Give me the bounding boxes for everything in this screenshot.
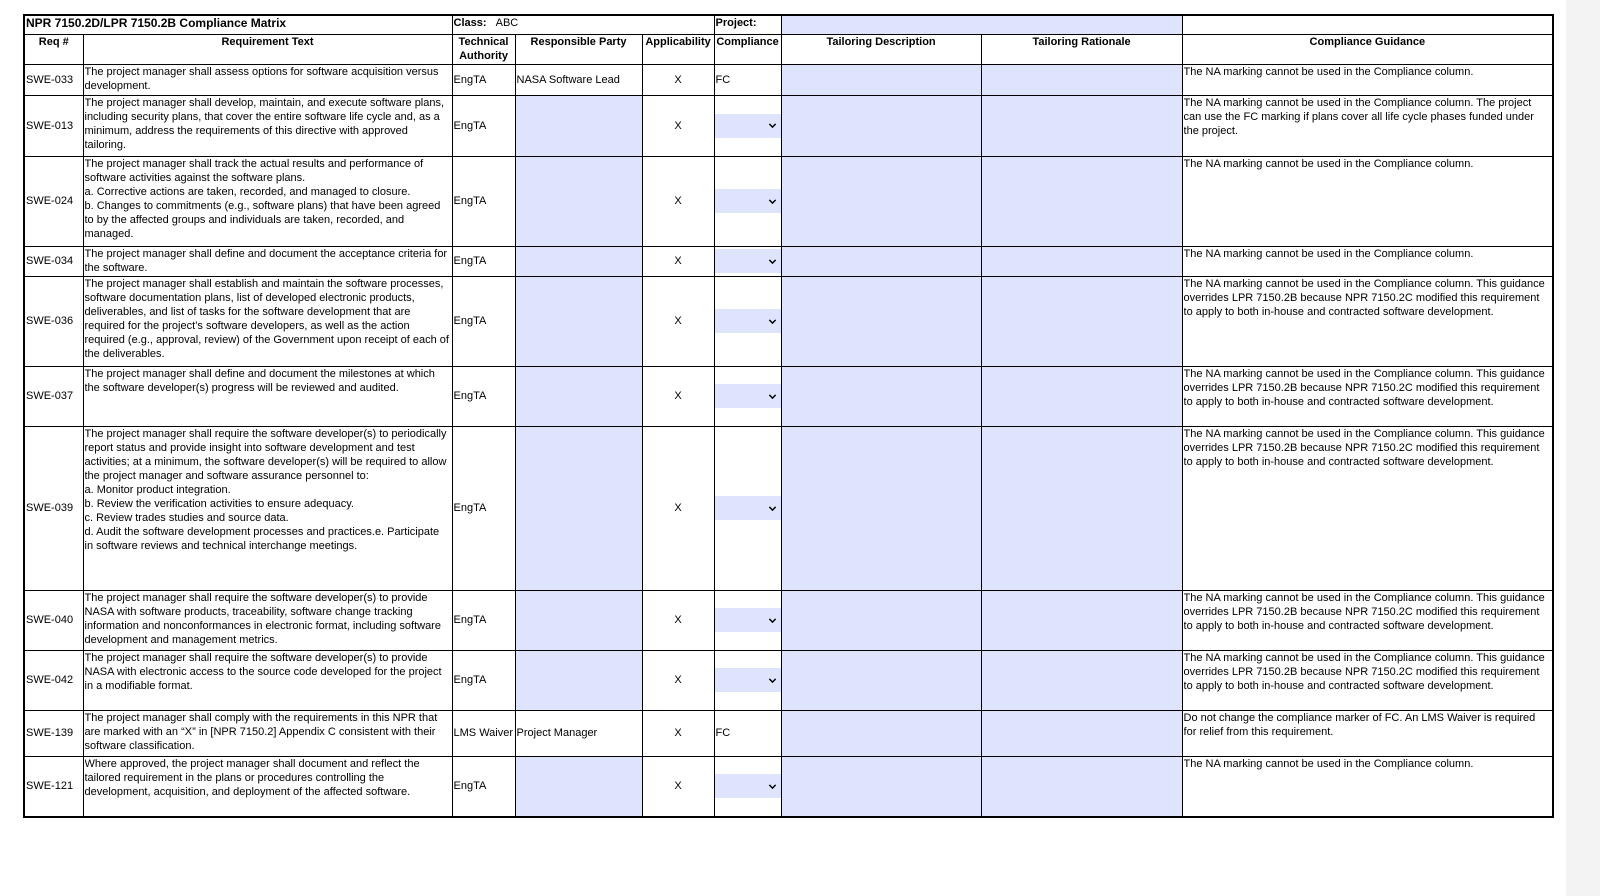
- header-responsible-party: Responsible Party: [515, 34, 642, 64]
- tailoring-description-input[interactable]: [781, 590, 981, 650]
- table-row: [24, 64, 1553, 95]
- requirement-text-content: Where approved, the project manager shall document and reflect the tailored requirement in the plans or procedures controlling the development, acquisition, and deployment of the affected software.: [84, 757, 420, 798]
- technical-authority: EngTA: [452, 95, 515, 156]
- req-id: SWE-139: [24, 710, 83, 756]
- table-row: [24, 650, 1553, 710]
- compliance-guidance-content: The NA marking cannot be used in the Compliance column. This guidance overrides LPR 7150.2B because NPR 7150.2C modified this requirement to apply to both in-house and contracted software development.: [1183, 277, 1545, 318]
- requirement-text-content: The project manager shall establish and maintain the software processes, software documentation plans, list of developed electronic products, deliverables, and list of tasks for the software development that are required for the project’s software developers, as well as the action required (e.g., approval, review) of the Government upon receipt of each of the deliverables.: [84, 277, 449, 360]
- technical-authority: EngTA: [452, 366, 515, 426]
- compliance-value: FC: [715, 73, 731, 86]
- technical-authority: EngTA: [452, 64, 515, 95]
- header-compliance-guidance: Compliance Guidance: [1182, 34, 1553, 64]
- technical-authority: EngTA: [452, 590, 515, 650]
- header-requirement-text: Requirement Text: [83, 34, 452, 64]
- compliance-guidance-content: The NA marking cannot be used in the Compliance column. This guidance overrides LPR 7150.2B because NPR 7150.2C modified this requirement to apply to both in-house and contracted software development.: [1183, 651, 1545, 692]
- responsible-party-input[interactable]: [515, 756, 642, 817]
- compliance-cell[interactable]: [714, 366, 781, 426]
- class-label: Class:: [453, 17, 487, 29]
- compliance-guidance: [1182, 156, 1553, 246]
- chevron-down-icon[interactable]: [768, 317, 777, 326]
- header-compliance: Compliance: [714, 34, 781, 64]
- applicability: X: [642, 590, 714, 650]
- req-id: SWE-039: [24, 426, 83, 590]
- requirement-text: [83, 710, 452, 756]
- compliance-guidance-content: The NA marking cannot be used in the Compliance column.: [1183, 757, 1474, 770]
- req-id: SWE-037: [24, 366, 83, 426]
- applicability: X: [642, 366, 714, 426]
- req-id: SWE-036: [24, 276, 83, 366]
- responsible-party-input[interactable]: [515, 366, 642, 426]
- req-id: SWE-034: [24, 246, 83, 276]
- req-id: SWE-121: [24, 756, 83, 817]
- compliance-guidance-content: The NA marking cannot be used in the Compliance column.: [1183, 65, 1474, 78]
- tailoring-description-input[interactable]: [781, 95, 981, 156]
- compliance-dropdown[interactable]: [715, 496, 781, 520]
- compliance-guidance: [1182, 64, 1553, 95]
- technical-authority: EngTA: [452, 156, 515, 246]
- technical-authority: EngTA: [452, 426, 515, 590]
- title-row-blank: [1182, 15, 1553, 34]
- table-row: [24, 276, 1553, 366]
- requirement-text: [83, 650, 452, 710]
- req-id: SWE-024: [24, 156, 83, 246]
- compliance-cell[interactable]: [714, 426, 781, 590]
- tailoring-description-input[interactable]: [781, 64, 981, 95]
- requirement-text-content: The project manager shall assess options for software acquisition versus development.: [84, 65, 439, 92]
- technical-authority: EngTA: [452, 756, 515, 817]
- responsible-party-input[interactable]: NASA Software Lead: [515, 64, 642, 95]
- responsible-party-input[interactable]: [515, 426, 642, 590]
- chevron-down-icon[interactable]: [768, 504, 777, 513]
- responsible-party-input[interactable]: [515, 246, 642, 276]
- compliance-dropdown[interactable]: [715, 249, 781, 273]
- applicability: X: [642, 276, 714, 366]
- table-row: [24, 710, 1553, 756]
- compliance-guidance: [1182, 276, 1553, 366]
- requirement-text-content: The project manager shall comply with the requirements in this NPR that are marked with an “X” in [NPR 7150.2] Appendix C consistent with their software classification.: [84, 711, 438, 752]
- chevron-down-icon[interactable]: [768, 616, 777, 625]
- responsible-party-input[interactable]: [515, 276, 642, 366]
- compliance-guidance: [1182, 710, 1553, 756]
- tailoring-description-input[interactable]: [781, 246, 981, 276]
- tailoring-description-input[interactable]: [781, 276, 981, 366]
- table-row: [24, 156, 1553, 246]
- header-tailoring-description: Tailoring Description: [781, 34, 981, 64]
- responsible-party-input[interactable]: [515, 156, 642, 246]
- class-value: ABC: [495, 17, 519, 29]
- table-row: [24, 366, 1553, 426]
- compliance-cell[interactable]: [714, 64, 781, 95]
- compliance-cell[interactable]: [714, 650, 781, 710]
- sheet-title: NPR 7150.2D/LPR 7150.2B Compliance Matrix: [24, 15, 452, 34]
- compliance-guidance-content: The NA marking cannot be used in the Compliance column. This guidance overrides LPR 7150.2B because NPR 7150.2C modified this requirement to apply to both in-house and contracted software development.: [1183, 427, 1545, 468]
- compliance-value: FC: [715, 727, 731, 739]
- applicability: X: [642, 156, 714, 246]
- tailoring-rationale-input[interactable]: [981, 276, 1182, 366]
- technical-authority: EngTA: [452, 276, 515, 366]
- table-row: [24, 590, 1553, 650]
- compliance-guidance: [1182, 366, 1553, 426]
- requirement-text: [83, 95, 452, 156]
- tailoring-rationale-input[interactable]: [981, 366, 1182, 426]
- compliance-cell[interactable]: [714, 710, 781, 756]
- compliance-dropdown[interactable]: [715, 668, 781, 692]
- applicability: X: [642, 95, 714, 156]
- applicability: X: [642, 756, 714, 817]
- tailoring-rationale-input[interactable]: [981, 64, 1182, 95]
- requirement-text-content: The project manager shall require the software developer(s) to periodically report status and provide insight into software development and test activities; at a minimum, the software developer(s) will be required to allow the project manager and software assurance personnel to: a. Monitor product integration. b. Review the verification activities to ensure adequacy. c. Review trades studies and source data. d. Audit the software development processes and practices.e. Participate in software reviews and technical interchange meetings.: [84, 427, 447, 552]
- compliance-guidance-content: The NA marking cannot be used in the Compliance column.: [1183, 247, 1474, 260]
- compliance-dropdown[interactable]: [715, 114, 781, 138]
- tailoring-rationale-input[interactable]: [981, 650, 1182, 710]
- requirement-text: [83, 246, 452, 276]
- chevron-down-icon[interactable]: [768, 257, 777, 266]
- tailoring-description-input[interactable]: [781, 710, 981, 756]
- requirement-text: [83, 156, 452, 246]
- applicability: X: [642, 710, 714, 756]
- applicability: X: [642, 650, 714, 710]
- compliance-dropdown[interactable]: [715, 774, 781, 798]
- tailoring-rationale-input[interactable]: [981, 156, 1182, 246]
- compliance-dropdown[interactable]: [715, 189, 781, 213]
- project-label: Project:: [714, 15, 781, 34]
- responsible-party-input[interactable]: [515, 95, 642, 156]
- compliance-guidance: [1182, 426, 1553, 590]
- header-tailoring-rationale: Tailoring Rationale: [981, 34, 1182, 64]
- requirement-text: [83, 756, 452, 817]
- requirement-text: [83, 426, 452, 590]
- requirement-text-content: The project manager shall develop, maintain, and execute software plans, including security plans, that cover the entire software life cycle and, as a minimum, address the requirements of this directive with approved tailoring.: [84, 96, 445, 151]
- tailoring-rationale-input[interactable]: [981, 95, 1182, 156]
- req-id: SWE-040: [24, 590, 83, 650]
- technical-authority: EngTA: [452, 650, 515, 710]
- compliance-matrix-sheet: [23, 14, 1552, 807]
- technical-authority: LMS Waiver: [452, 710, 515, 756]
- compliance-dropdown[interactable]: [715, 608, 781, 632]
- header-row: [24, 34, 1553, 64]
- table-row: [24, 246, 1553, 276]
- requirement-text: [83, 64, 452, 95]
- tailoring-description-input[interactable]: [781, 426, 981, 590]
- tailoring-rationale-input[interactable]: [981, 590, 1182, 650]
- responsible-party-input[interactable]: [515, 650, 642, 710]
- header-technical-authority: Technical Authority: [452, 34, 515, 64]
- requirement-text-content: The project manager shall track the actual results and performance of software activities against the software plans. a. Corrective actions are taken, recorded, and managed to closure. b. Changes to commitments (e.g., software plans) that have been agreed to by the affected groups and individuals are taken, recorded, and managed.: [84, 157, 441, 240]
- tailoring-description-input[interactable]: [781, 156, 981, 246]
- applicability: X: [642, 426, 714, 590]
- tailoring-rationale-input[interactable]: [981, 710, 1182, 756]
- applicability: X: [642, 64, 714, 95]
- compliance-cell[interactable]: [714, 756, 781, 817]
- chevron-down-icon[interactable]: [768, 392, 777, 401]
- compliance-guidance-content: The NA marking cannot be used in the Compliance column. This guidance overrides LPR 7150.2B because NPR 7150.2C modified this requirement to apply to both in-house and contracted software development.: [1183, 591, 1545, 632]
- requirement-text-content: The project manager shall define and document the acceptance criteria for the software.: [84, 247, 448, 274]
- table-row: [24, 426, 1553, 590]
- tailoring-rationale-input[interactable]: [981, 756, 1182, 817]
- compliance-guidance: [1182, 650, 1553, 710]
- compliance-guidance-content: The NA marking cannot be used in the Compliance column. The project can use the FC marking if plans cover all life cycle phases funded under the project.: [1183, 96, 1534, 137]
- chevron-down-icon[interactable]: [768, 121, 777, 130]
- requirement-text-content: The project manager shall require the software developer(s) to provide NASA with electronic access to the source code developed for the project in a modifiable format.: [84, 651, 442, 692]
- class-cell[interactable]: [452, 15, 714, 34]
- compliance-dropdown[interactable]: [715, 309, 781, 333]
- compliance-guidance: [1182, 246, 1553, 276]
- chevron-down-icon[interactable]: [768, 676, 777, 685]
- compliance-guidance: [1182, 95, 1553, 156]
- table-row: [24, 756, 1553, 817]
- requirement-text-content: The project manager shall require the software developer(s) to provide NASA with software products, traceability, software change tracking information and nonconformances in electronic format, including software development and management metrics.: [84, 591, 441, 646]
- requirement-text: [83, 366, 452, 426]
- project-input[interactable]: [781, 15, 1182, 34]
- technical-authority: EngTA: [452, 246, 515, 276]
- compliance-cell[interactable]: [714, 590, 781, 650]
- header-applicability: Applicability: [642, 34, 714, 64]
- compliance-guidance-content: The NA marking cannot be used in the Compliance column. This guidance overrides LPR 7150.2B because NPR 7150.2C modified this requirement to apply to both in-house and contracted software development.: [1183, 367, 1545, 408]
- requirement-text: [83, 590, 452, 650]
- applicability: X: [642, 246, 714, 276]
- requirement-text: [83, 276, 452, 366]
- chevron-down-icon[interactable]: [768, 197, 777, 206]
- compliance-guidance: [1182, 590, 1553, 650]
- tailoring-description-input[interactable]: [781, 650, 981, 710]
- tailoring-description-input[interactable]: [781, 366, 981, 426]
- header-req-num: Req #: [24, 34, 83, 64]
- tailoring-description-input[interactable]: [781, 756, 981, 817]
- compliance-matrix-table: [23, 14, 1554, 818]
- title-row: [24, 15, 1553, 34]
- compliance-guidance-content: Do not change the compliance marker of FC. An LMS Waiver is required for relief from this requirement.: [1183, 711, 1536, 738]
- responsible-party-input[interactable]: Project Manager: [515, 710, 642, 756]
- compliance-cell[interactable]: [714, 156, 781, 246]
- compliance-cell[interactable]: [714, 246, 781, 276]
- scroll-strip: [1566, 0, 1600, 896]
- compliance-guidance: [1182, 756, 1553, 817]
- req-id: SWE-042: [24, 650, 83, 710]
- compliance-guidance-content: The NA marking cannot be used in the Compliance column.: [1183, 157, 1474, 170]
- compliance-cell[interactable]: [714, 276, 781, 366]
- compliance-dropdown[interactable]: [715, 384, 781, 408]
- table-row: [24, 95, 1553, 156]
- tailoring-rationale-input[interactable]: [981, 426, 1182, 590]
- responsible-party-input[interactable]: [515, 590, 642, 650]
- requirement-text-content: The project manager shall define and document the milestones at which the software developer(s) progress will be reviewed and audited.: [84, 367, 435, 394]
- req-id: SWE-013: [24, 95, 83, 156]
- chevron-down-icon[interactable]: [768, 782, 777, 791]
- compliance-cell[interactable]: [714, 95, 781, 156]
- req-id: SWE-033: [24, 64, 83, 95]
- tailoring-rationale-input[interactable]: [981, 246, 1182, 276]
